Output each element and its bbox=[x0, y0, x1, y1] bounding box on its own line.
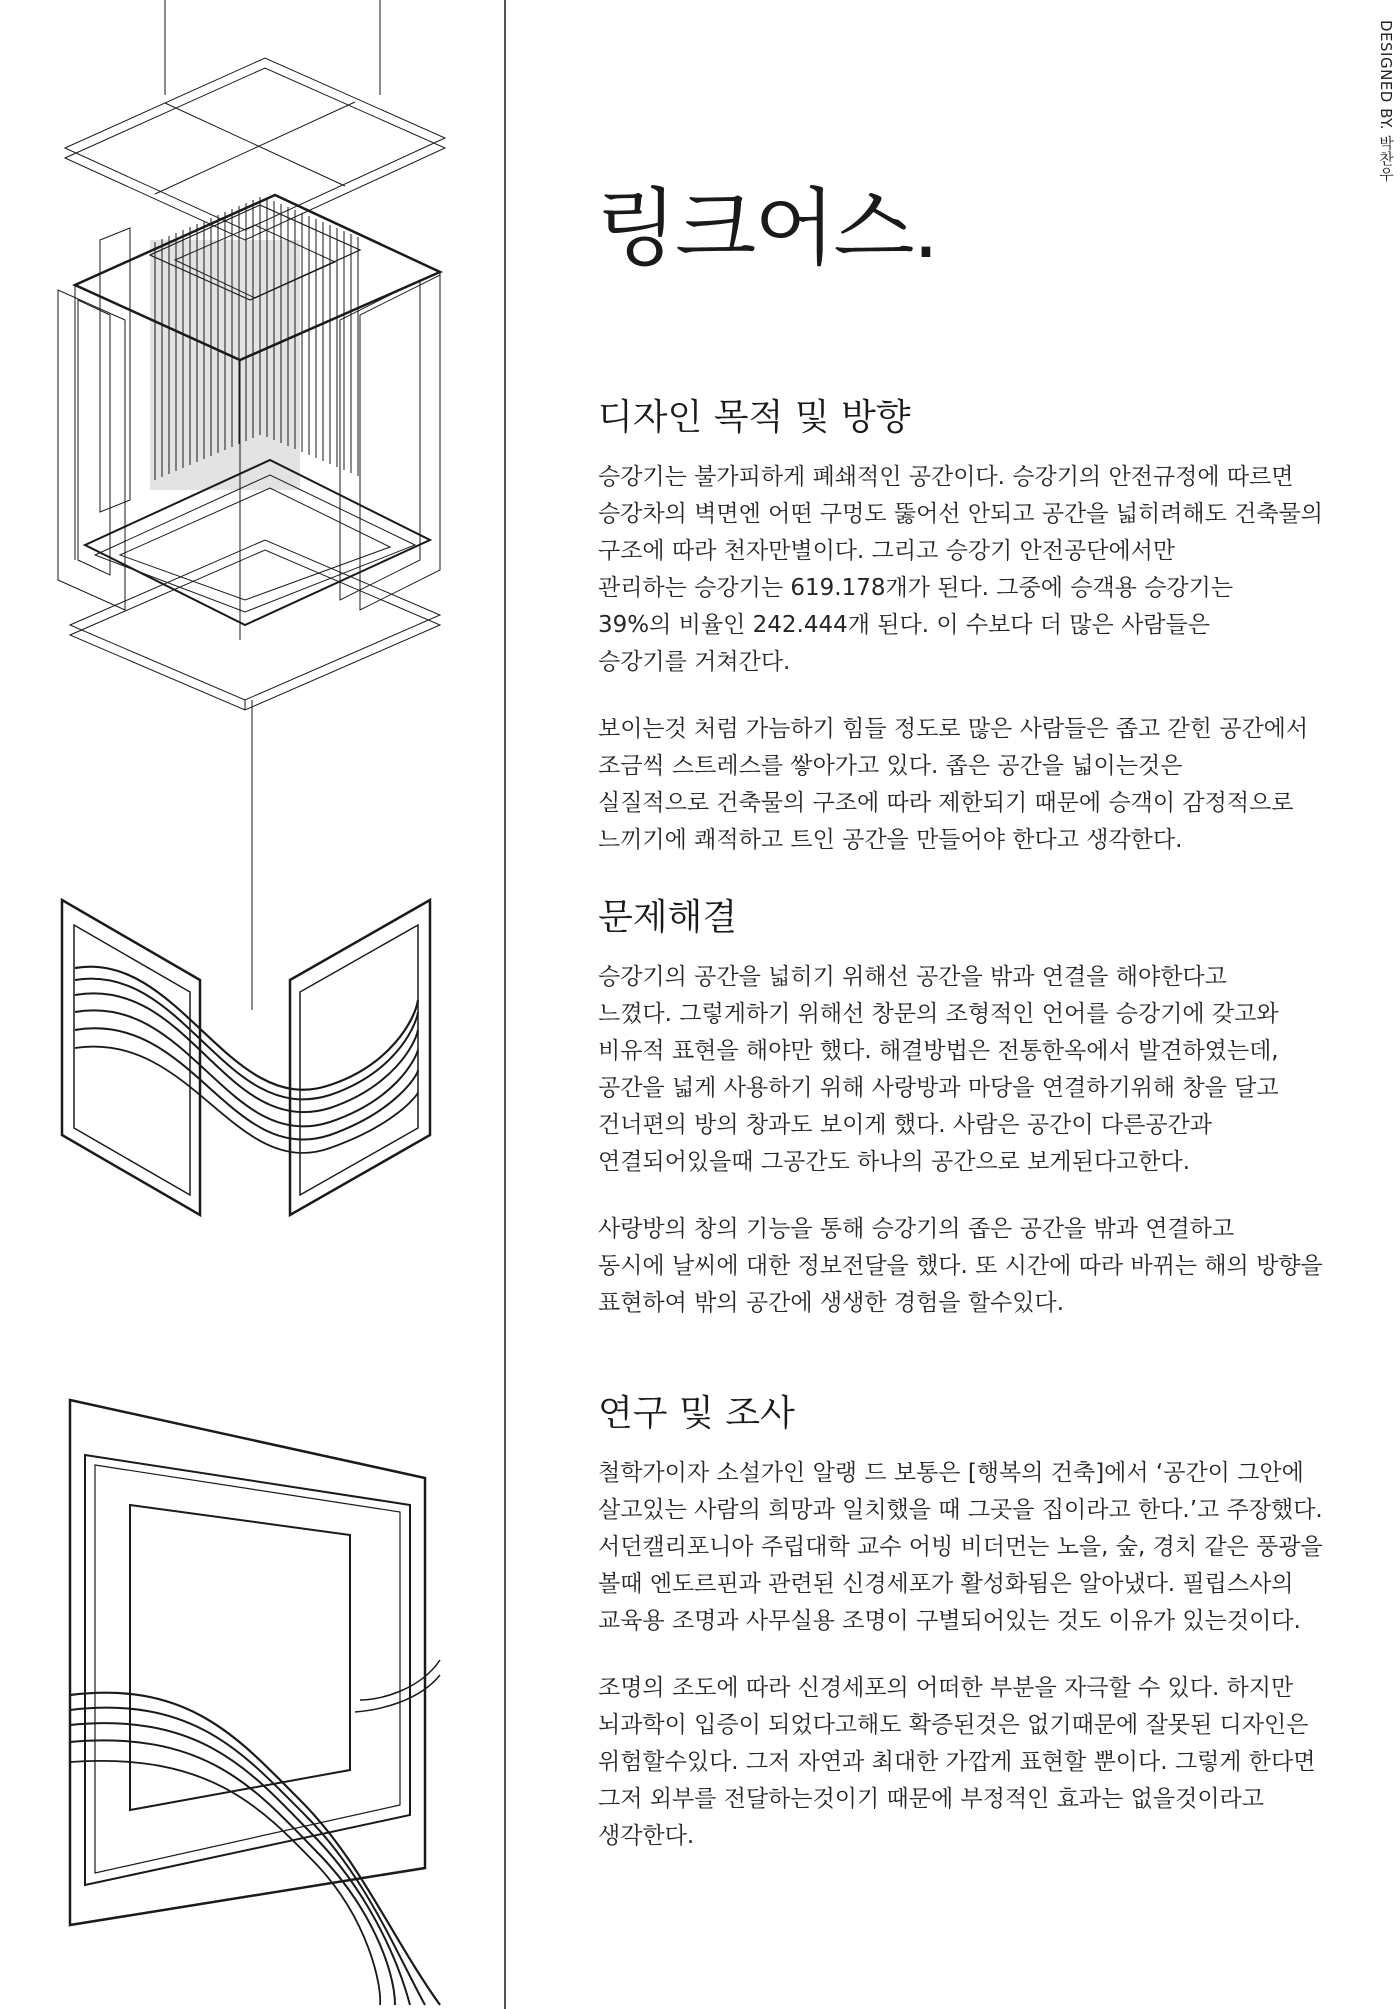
section-heading: 디자인 목적 및 방향 bbox=[598, 397, 911, 438]
paragraph: 승강기의 공간을 넓히기 위해선 공간을 밖과 연결을 해야한다고 느꼈다. 그렇게하기 위해선 창문의 조형적인 언어를 승강기에 갖고와 비유적 표현을 해야만 했다. 해결방법은 전통한옥에서 발견하였는데, 공간을 넓게 사용하기 위해 사랑방과 마당을 연결하기위해 창을 달고 건너편의 방의 창과도 보이게 했다. 사람은 공간이 다른공간과 연결되어있을때 그공간도 하나의 공간으로 보게된다고한다. bbox=[598, 964, 1279, 1176]
paragraph: 승강기는 불가피하게 폐쇄적인 공간이다. 승강기의 안전규정에 따르면 승강차의 벽면엔 어떤 구멍도 뚫어선 안되고 공간을 넓히려해도 건축물의 구조에 따라 천자만별이다. 그리고 승강기 안전공단에서만 관리하는 승강기는 619.178개가 된다. 그중에 승객용 승강기는 39%의 비율인 242.444개 된다. 이 수보다 더 많은 사람들은 승강기를 거쳐간다. bbox=[598, 464, 1324, 676]
section-research bbox=[598, 1392, 1348, 1885]
designer-credit: DESIGNED BY. 박찬우 bbox=[1377, 20, 1395, 182]
paragraph: 사랑방의 창의 기능을 통해 승강기의 좁은 공간을 밖과 연결하고 동시에 날씨에 대한 정보전달을 했다. 또 시간에 따라 바뀌는 해의 방향을 표현하여 밖의 공간에 생생한 경험을 할수있다. bbox=[598, 1216, 1323, 1317]
section-heading: 연구 및 조사 bbox=[598, 1393, 795, 1434]
paragraph: 조명의 조도에 따라 신경세포의 어떠한 부분을 자극할 수 있다. 하지만 뇌과학이 입증이 되었다고해도 확증된것은 없기때문에 잘못된 디자인은 위험할수있다. 그저 자연과 최대한 가깝게 표현할 뿐이다. 그렇게 한다면 그저 외부를 전달하는것이기 때문에 부정적인 효과는 없을것이라고 생각한다. bbox=[598, 1675, 1316, 1850]
paragraph: 보이는것 처럼 가늠하기 힘들 정도로 많은 사람들은 좁고 갇힌 공간에서 조금씩 스트레스를 쌓아가고 있다. 좁은 공간을 넓이는것은 실질적으로 건축물의 구조에 따라 제한되기 때문에 승객이 감정적으로 느끼기에 쾌적하고 트인 공간을 만들어야 한다고 생각한다. bbox=[598, 716, 1309, 854]
section-heading: 문제해결 bbox=[598, 897, 738, 938]
section-design-purpose bbox=[598, 396, 1348, 889]
section-problem-solving bbox=[598, 896, 1348, 1352]
paragraph: 철학가이자 소설가인 알랭 드 보통은 [행복의 건축]에서 ‘공간이 그안에 살고있는 사람의 희망과 일치했을 때 그곳을 집이라고 한다.’고 주장했다. 서던캘리포니아 주립대학 교수 어빙 비더먼는 노을, 숲, 경치 같은 풍광을 볼때 엔도르핀과 관련된 신경세포가 활성화됨은 알아냈다. 필립스사의 교육용 조명과 사무실용 조명이 구별되어있는 것도 이유가 있는것이다. bbox=[598, 1460, 1323, 1635]
illustration-panel bbox=[0, 0, 510, 2009]
elevator-exploded-isometric-icon bbox=[58, 0, 445, 1010]
line-drawings bbox=[0, 0, 510, 2009]
open-window-panels-icon bbox=[62, 900, 430, 1215]
page-title: 링크어스. bbox=[596, 179, 938, 277]
window-frame-with-waves-icon bbox=[68, 1400, 440, 2005]
